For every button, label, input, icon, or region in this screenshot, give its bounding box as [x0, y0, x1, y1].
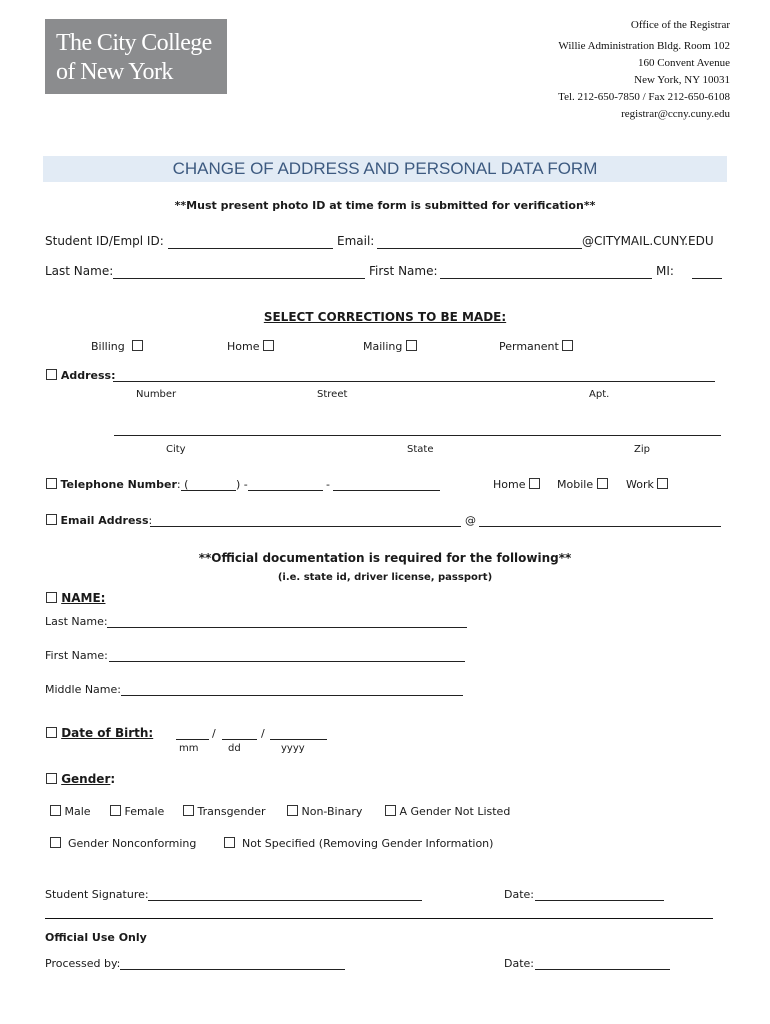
address-city-caption: City [166, 444, 186, 455]
address-zip-caption: Zip [634, 444, 650, 455]
dob-dd-caption: dd [228, 743, 241, 754]
address-label: Address [60, 369, 112, 382]
gender-nonbinary-option[interactable] [287, 805, 362, 818]
student-id-label: Student ID/Empl ID: [45, 234, 164, 248]
new-middle-name-field[interactable] [121, 695, 463, 696]
gender-female-label: Female [124, 805, 165, 818]
office-building: Willie Administration Bldg. Room 102 [558, 40, 730, 52]
email-domain-field[interactable] [479, 526, 721, 527]
official-use-divider [45, 918, 713, 919]
dob-slash-2: / [261, 727, 265, 740]
area-code-field[interactable] [181, 490, 236, 491]
mailing-option[interactable] [363, 340, 417, 353]
gender-nonbinary-checkbox[interactable] [287, 805, 298, 816]
first-name-field[interactable] [440, 278, 652, 279]
phone-home-checkbox[interactable] [529, 478, 540, 489]
dob-day-field[interactable] [222, 739, 257, 740]
processed-by-label: Processed by: [45, 957, 121, 970]
photo-id-notice: **Must present photo ID at time form is submitted for verification** [174, 199, 596, 212]
permanent-checkbox[interactable] [562, 340, 573, 351]
email-user-field[interactable] [150, 526, 461, 527]
permanent-label: Permanent [499, 340, 559, 353]
email-address-label: Email Address [60, 514, 149, 527]
dob-mm-caption: mm [179, 743, 199, 754]
logo-line-1: The City College [56, 30, 212, 56]
dob-month-field[interactable] [176, 739, 209, 740]
gender-female-option[interactable] [110, 805, 164, 818]
gender-not-listed-option[interactable] [385, 805, 510, 818]
new-last-name-field[interactable] [107, 627, 467, 628]
name-section-option[interactable] [46, 591, 105, 605]
office-phone: Tel. 212-650-7850 / Fax 212-650-6108 [558, 91, 730, 103]
home-checkbox[interactable] [263, 340, 274, 351]
mailing-label: Mailing [363, 340, 403, 353]
phone-work-label: Work [626, 478, 654, 491]
gender-not-specified-label: Not Specified (Removing Gender Information) [242, 837, 494, 850]
gender-transgender-checkbox[interactable] [183, 805, 194, 816]
new-middle-name-label: Middle Name: [45, 683, 121, 696]
gender-transgender-option[interactable] [183, 805, 266, 818]
dob-checkbox[interactable] [46, 727, 57, 738]
office-street: 160 Convent Avenue [637, 57, 730, 69]
gender-option[interactable]: Gender: [46, 772, 115, 786]
gender-female-checkbox[interactable] [110, 805, 121, 816]
address-state-caption: State [407, 444, 434, 455]
billing-checkbox[interactable] [132, 340, 143, 351]
gender-nonconforming-label: Gender Nonconforming [68, 837, 197, 850]
processed-date-label: Date: [504, 957, 534, 970]
phone-prefix-field[interactable] [248, 490, 323, 491]
gender-nonconforming-option[interactable] [50, 837, 196, 850]
dob-yyyy-caption: yyyy [281, 743, 305, 754]
address-street-caption: Street [317, 389, 348, 400]
email-domain: @CITYMAIL.CUNY.EDU [582, 234, 714, 248]
phone-separator-2: - [326, 478, 330, 491]
phone-mobile-option[interactable] [557, 478, 608, 491]
gender-checkbox[interactable] [46, 773, 57, 784]
mi-label: MI: [656, 264, 674, 278]
gender-nonconforming-checkbox[interactable] [50, 837, 61, 848]
phone-work-checkbox[interactable] [657, 478, 668, 489]
corrections-heading: SELECT CORRECTIONS TO BE MADE: [263, 310, 507, 324]
phone-mobile-label: Mobile [557, 478, 594, 491]
phone-home-option[interactable] [493, 478, 540, 491]
gender-not-listed-checkbox[interactable] [385, 805, 396, 816]
office-city: New York, NY 10031 [634, 74, 730, 86]
signature-date-label: Date: [504, 888, 534, 901]
home-label: Home [227, 340, 260, 353]
official-docs-examples: (i.e. state id, driver license, passport) [277, 572, 493, 583]
name-section-checkbox[interactable] [46, 592, 57, 603]
email-at-sign: @ [465, 514, 476, 527]
phone-line-field[interactable] [333, 490, 440, 491]
new-last-name-label: Last Name: [45, 615, 108, 628]
home-option[interactable] [227, 340, 274, 353]
logo-line-2: of New York [56, 59, 173, 85]
student-signature-label: Student Signature: [45, 888, 149, 901]
phone-separator-1: ) - [236, 478, 248, 491]
telephone-checkbox[interactable] [46, 478, 57, 489]
gender-nonbinary-label: Non-Binary [301, 805, 363, 818]
address-line-1-field[interactable] [113, 381, 715, 382]
gender-male-option[interactable] [50, 805, 91, 818]
student-signature-field[interactable] [148, 900, 422, 901]
gender-not-specified-checkbox[interactable] [224, 837, 235, 848]
dob-slash-1: / [212, 727, 216, 740]
phone-mobile-checkbox[interactable] [597, 478, 608, 489]
telephone-label: Telephone Number [60, 478, 177, 491]
permanent-option[interactable] [499, 340, 573, 353]
college-logo [45, 19, 227, 94]
phone-work-option[interactable] [626, 478, 668, 491]
mi-field[interactable] [692, 278, 722, 279]
billing-label: Billing [91, 340, 125, 353]
new-first-name-field[interactable] [109, 661, 465, 662]
dob-option[interactable] [46, 726, 153, 740]
dob-heading: Date of Birth: [61, 726, 154, 740]
address-line-2-field[interactable] [114, 435, 721, 436]
gender-heading: Gender [61, 772, 111, 786]
telephone-option[interactable]: Telephone Number: ( [46, 478, 188, 491]
gender-male-label: Male [64, 805, 91, 818]
address-checkbox[interactable] [46, 369, 57, 380]
form-title-bar [43, 156, 727, 182]
gender-not-specified-option[interactable] [224, 837, 493, 850]
email-label: Email: [337, 234, 375, 248]
official-docs-notice: **Official documentation is required for the following** [198, 551, 572, 565]
address-number-caption: Number [136, 389, 177, 400]
address-apt-caption: Apt. [589, 389, 610, 400]
form-title: CHANGE OF ADDRESS AND PERSONAL DATA FORM [172, 159, 598, 178]
last-name-field[interactable] [113, 278, 365, 279]
dob-year-field[interactable] [270, 739, 327, 740]
billing-option[interactable] [91, 340, 143, 353]
office-email: registrar@ccny.cuny.edu [621, 108, 730, 120]
signature-date-field[interactable] [535, 900, 664, 901]
mailing-checkbox[interactable] [406, 340, 417, 351]
last-name-label: Last Name: [45, 264, 114, 278]
gender-transgender-label: Transgender [197, 805, 266, 818]
official-use-heading: Official Use Only [45, 931, 147, 944]
student-id-field[interactable] [168, 248, 333, 249]
office-name: Office of the Registrar [630, 19, 730, 31]
phone-home-label: Home [493, 478, 526, 491]
gender-not-listed-label: A Gender Not Listed [399, 805, 511, 818]
first-name-label: First Name: [369, 264, 438, 278]
gender-male-checkbox[interactable] [50, 805, 61, 816]
name-section-heading: NAME: [61, 591, 106, 605]
email-address-option[interactable]: Email Address: [46, 514, 152, 527]
processed-date-field[interactable] [535, 969, 670, 970]
address-option[interactable]: Address: [46, 369, 116, 382]
email-field[interactable] [377, 248, 582, 249]
new-first-name-label: First Name: [45, 649, 108, 662]
processed-by-field[interactable] [120, 969, 345, 970]
email-address-checkbox[interactable] [46, 514, 57, 525]
